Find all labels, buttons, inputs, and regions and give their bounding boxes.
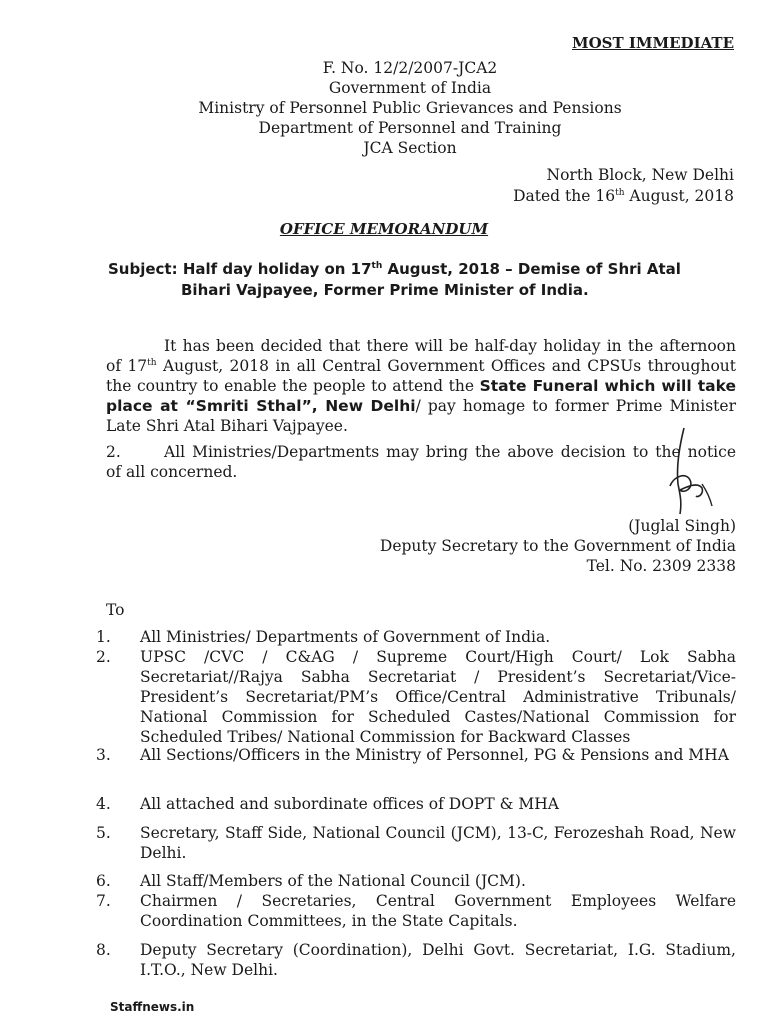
recipient-item: 7. Chairmen / Secretaries, Central Government Employees Welfare Coordination Committees, in the State Capitals.: [96, 892, 736, 930]
date: Dated the 16th August, 2018: [513, 187, 734, 205]
paragraph-1: It has been decided that there will be half-day holiday in the afternoon of 17th August, 2018 in all Central Government Offices and CPSUs throughout the country to enable the people to attend the State Funeral which will take place at “Smriti Sthal”, New Delhi/ pay homage to former Prime Minister Late Shri Atal Bihari Vajpayee.: [106, 337, 736, 435]
section-name: JCA Section: [363, 139, 457, 157]
ministry-name: Ministry of Personnel Public Grievances and Pensions: [198, 99, 622, 117]
place: North Block, New Delhi: [546, 166, 734, 184]
signatory-name: (Juglal Singh): [628, 517, 736, 535]
recipient-item: 4. All attached and subordinate offices of DOPT & MHA: [96, 795, 559, 813]
recipient-item: 3. All Sections/Officers in the Ministry of Personnel, PG & Pensions and MHA: [96, 746, 729, 764]
recipient-item: 5. Secretary, Staff Side, National Council (JCM), 13-C, Ferozeshah Road, New Delhi.: [96, 824, 736, 862]
government-name: Government of India: [328, 79, 492, 97]
paragraph-1-bold: State Funeral which will take place at “Smriti Sthal”, New Delhi: [106, 377, 736, 415]
recipient-item: 1. All Ministries/ Departments of Government of India.: [96, 628, 551, 646]
subject: [108, 259, 738, 301]
place-date-block: [513, 165, 734, 207]
subject-line-1: Subject: Half day holiday on 17th August, 2018 – Demise of Shri Atal: [108, 260, 681, 278]
signatory-designation: Deputy Secretary to the Government of India: [379, 537, 736, 555]
recipient-item: 8. Deputy Secretary (Coordination), Delhi Govt. Secretariat, I.G. Stadium, I.T.O., New Delhi.: [96, 941, 736, 979]
priority-label: MOST IMMEDIATE: [572, 34, 734, 52]
paragraph-2-number: 2.: [106, 443, 121, 461]
signatory-telephone: Tel. No. 2309 2338: [586, 557, 736, 575]
subject-line-2: Bihari Vajpayee, Former Prime Minister of India.: [181, 281, 589, 299]
to-label: To: [106, 601, 125, 619]
file-number: F. No. 12/2/2007-JCA2: [322, 59, 498, 77]
department-name: Department of Personnel and Training: [258, 119, 562, 137]
recipient-item: 6. All Staff/Members of the National Council (JCM).: [96, 872, 526, 890]
letterhead: [110, 58, 710, 158]
signatory-block: [380, 516, 736, 576]
paragraph-2: 2. All Ministries/Departments may bring the above decision to the notice of all concerned.: [106, 443, 736, 481]
footer-watermark: Staffnews.in: [110, 1000, 195, 1014]
recipient-item: 2. UPSC /CVC / C&AG / Supreme Court/High Court/ Lok Sabha Secretariat//Rajya Sabha Secretariat / President’s Secretariat/Vice-President’s Secretariat/PM’s Office/Central Administrative Tribunals/ National Commission for Scheduled Castes/National Commission for Scheduled Tribes/ National Commission for Backward Classes: [96, 648, 736, 746]
memo-title: OFFICE MEMORANDUM: [279, 220, 489, 238]
